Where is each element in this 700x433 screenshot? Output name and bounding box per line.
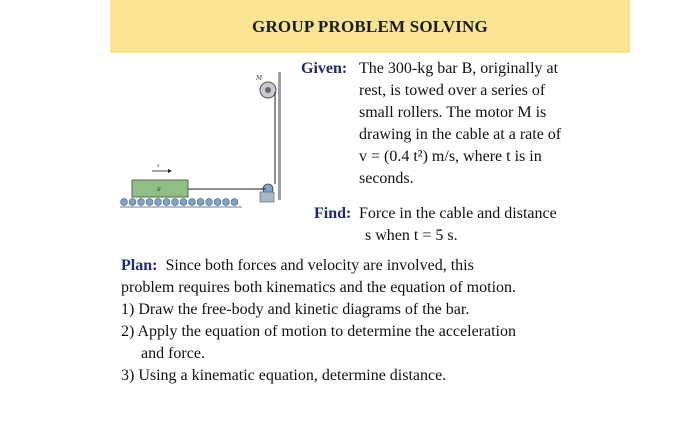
motor-hub-icon xyxy=(265,87,271,93)
find-line: Force in the cable and distance xyxy=(359,205,557,222)
roller-icon xyxy=(231,199,238,206)
bar-label: B xyxy=(157,187,161,193)
roller-icon xyxy=(206,199,213,206)
plan-text: Since both forces and velocity are involved, this xyxy=(165,257,474,274)
find-label: Find: xyxy=(314,205,352,222)
plan-line: 1) Draw the free-body and kinetic diagrams of the bar. xyxy=(121,301,470,318)
roller-icon xyxy=(214,199,221,206)
given-label: Given: xyxy=(301,60,348,77)
towing-diagram xyxy=(110,72,300,217)
pulley-bracket xyxy=(260,192,274,202)
roller-row xyxy=(121,199,238,206)
support-post xyxy=(278,72,281,200)
roller-icon xyxy=(129,199,136,206)
given-line: small rollers. The motor M is xyxy=(359,104,547,121)
plan-label: Plan: xyxy=(121,257,158,274)
roller-icon xyxy=(138,199,145,206)
given-line: seconds. xyxy=(359,170,414,187)
motor-label: M xyxy=(256,75,263,82)
given-line: drawing in the cable at a rate of xyxy=(359,126,562,143)
roller-icon xyxy=(223,199,230,206)
plan-line: and force. xyxy=(141,345,205,362)
plan-line: problem requires both kinematics and the equation of motion. xyxy=(121,279,517,296)
roller-icon xyxy=(146,199,153,206)
plan-section xyxy=(121,255,516,387)
plan-line xyxy=(121,255,516,277)
plan-line: 2) Apply the equation of motion to determine the acceleration xyxy=(121,323,516,340)
roller-icon xyxy=(163,199,170,206)
slide-title: GROUP PROBLEM SOLVING xyxy=(252,17,488,36)
roller-icon xyxy=(189,199,196,206)
given-line: v = (0.4 t²) m/s, where t is in xyxy=(359,148,542,165)
find-text xyxy=(359,203,557,247)
given-text xyxy=(359,58,561,190)
title-banner xyxy=(110,0,630,53)
distance-label: s xyxy=(157,163,160,169)
roller-icon xyxy=(121,199,128,206)
roller-icon xyxy=(180,199,187,206)
find-line: s when t = 5 s. xyxy=(365,227,458,244)
motion-arrowhead-icon xyxy=(168,169,172,173)
given-line: The 300-kg bar B, originally at xyxy=(359,60,559,77)
plan-line: 3) Using a kinematic equation, determine distance. xyxy=(121,367,447,384)
roller-icon xyxy=(172,199,179,206)
given-line: rest, is towed over a series of xyxy=(359,82,546,99)
roller-icon xyxy=(197,199,204,206)
roller-icon xyxy=(155,199,162,206)
